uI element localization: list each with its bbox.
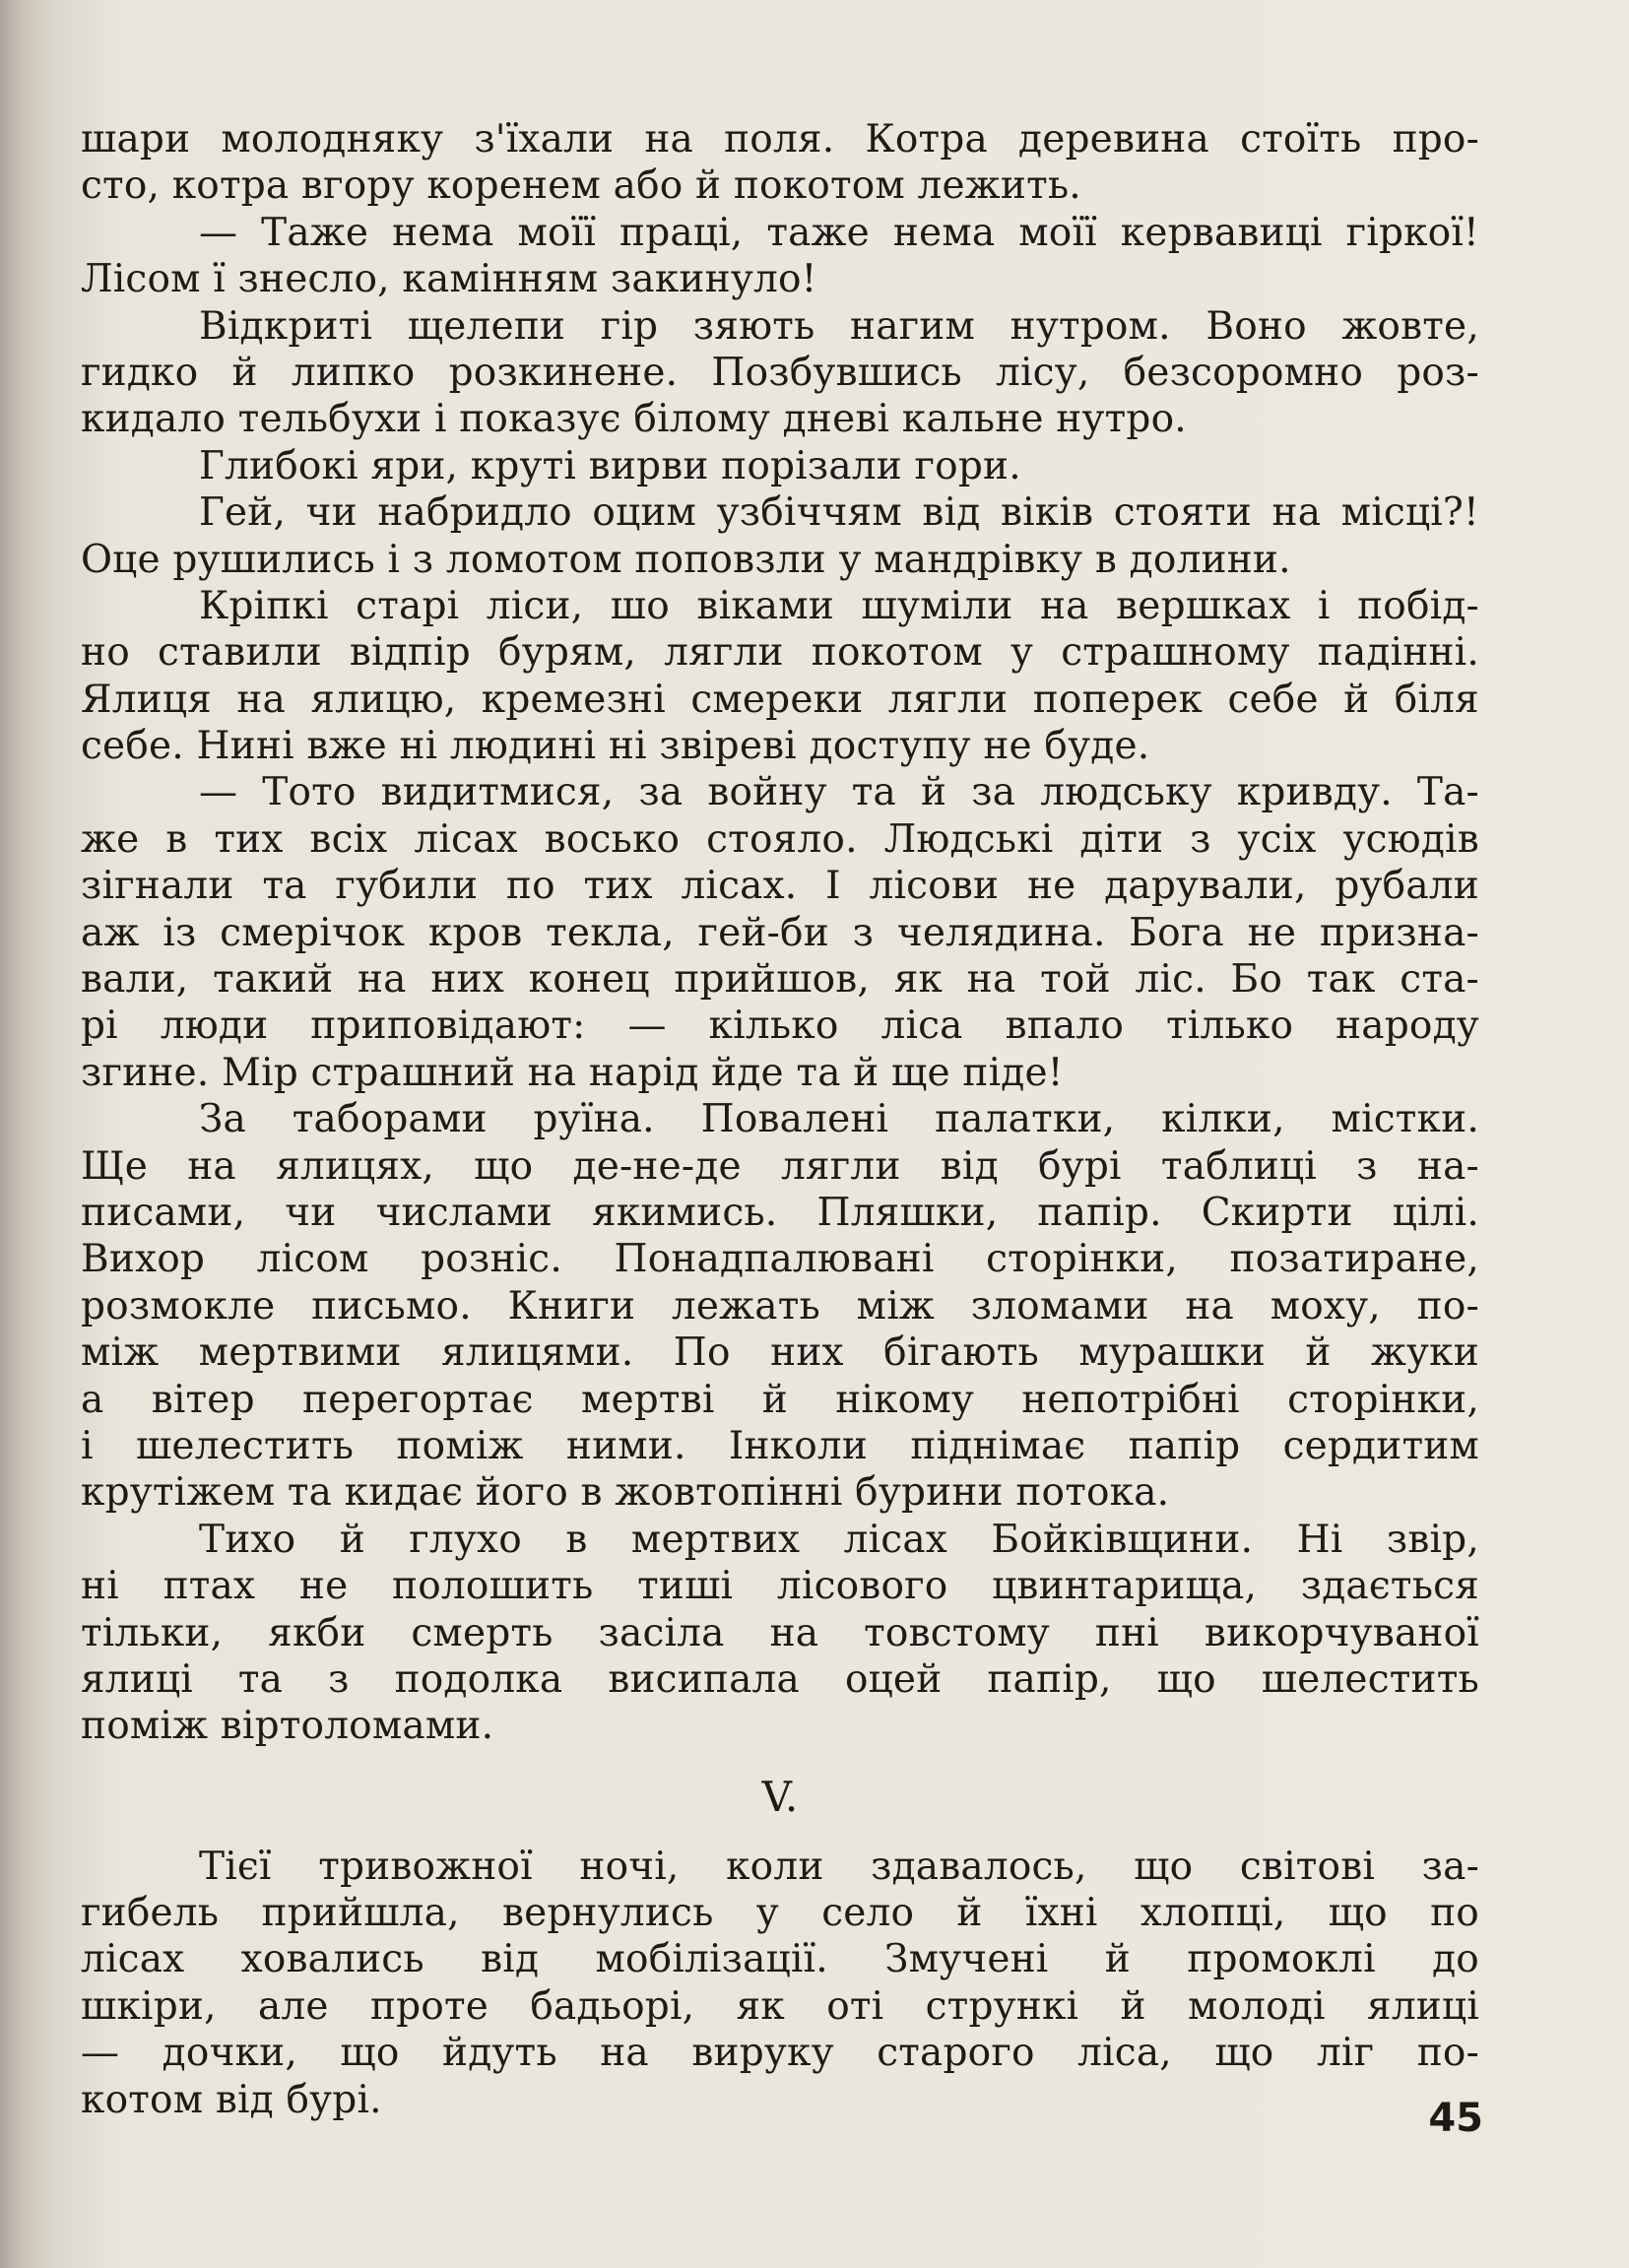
text-line: писами, чи числами якимись. Пляшки, папір. Скирти цілі. bbox=[81, 1190, 1479, 1235]
text-line: і шелестить поміж ними. Інколи піднімає папір сердитим bbox=[81, 1423, 1479, 1468]
text-line: — Таже нема моїї праці, таже нема моїї кервавиці гіркої! bbox=[199, 210, 1479, 255]
text-line: Кріпкі старі ліси, шо віками шуміли на вершках і побід- bbox=[199, 583, 1479, 628]
text-line: Ялиця на ялицю, кремезні смереки лягли поперек себе й біля bbox=[81, 677, 1479, 722]
text-line: гибель прийшла, вернулись у село й їхні хлопці, що по bbox=[81, 1891, 1479, 1936]
text-line: Ще на ялицях, що де-не-де лягли від бурі таблиці з на- bbox=[81, 1143, 1479, 1189]
page-number: 45 bbox=[1428, 2096, 1483, 2141]
text-line: же в тих всіх лісах восько стояло. Людські діти з усіх усюдів bbox=[81, 816, 1479, 862]
text-line: себе. Нині вже ні людині ні звіреві доступу не буде. bbox=[81, 724, 1150, 769]
text-line: шкіри, але проте бадьорі, як оті стрункі й молоді ялиці bbox=[81, 1983, 1479, 2029]
text-line: Вихор лісом розніс. Понадпалювані сторінки, позатиране, bbox=[81, 1237, 1479, 1282]
text-line: шари молодняку з'їхали на поля. Котра деревина стоїть про- bbox=[81, 117, 1479, 162]
text-line: поміж віртоломами. bbox=[81, 1704, 494, 1749]
text-section-part2 bbox=[81, 1844, 1479, 2123]
text-line: Гей, чи набридло оцим узбіччям від віків стояти на місці?! bbox=[199, 490, 1479, 536]
text-line: Оце рушились і з ломотом поповзли у мандрівку в долини. bbox=[81, 537, 1291, 582]
text-line: аж із смерічок кров текла, гей-би з челядина. Бога не призна- bbox=[81, 910, 1479, 955]
text-line: між мертвими ялицями. По них бігають мурашки й жуки bbox=[81, 1330, 1479, 1376]
text-line: — дочки, що йдуть на вируку старого ліса, що ліг по- bbox=[81, 2031, 1479, 2076]
section-heading: V. bbox=[761, 1772, 799, 1821]
text-line: сто, котра вгору коренем або й покотом лежить. bbox=[81, 163, 1081, 209]
text-line: а вітер перегортає мертві й нікому непотрібні сторінки, bbox=[81, 1377, 1479, 1422]
text-line: розмокле письмо. Книги лежать між зломами на моху, по- bbox=[81, 1283, 1479, 1328]
text-line: зігнали та губили по тих лісах. І лісови не дарували, рубали bbox=[81, 864, 1479, 909]
text-line: но ставили відпір бурям, лягли покотом у страшному падінні. bbox=[81, 630, 1479, 676]
text-line: Тихо й глухо в мертвих лісах Бойківщини. Ні звір, bbox=[199, 1517, 1479, 1562]
text-line: крутіжем та кидає його в жовтопінні бурини потока. bbox=[81, 1470, 1170, 1516]
text-line: ялиці та з подолка висипала оцей папір, що шелестить bbox=[81, 1656, 1479, 1702]
text-line: Тієї тривожної ночі, коли здавалось, що світові за- bbox=[199, 1844, 1479, 1889]
text-line: Відкриті щелепи гір зяють нагим нутром. Воно жовте, bbox=[199, 303, 1479, 349]
text-line: гидко й липко розкинене. Позбувшись лісу, безсоромно роз- bbox=[81, 350, 1479, 395]
text-line: рі люди приповідают: — кілько ліса впало тілько народу bbox=[81, 1004, 1479, 1049]
text-section-part1 bbox=[81, 116, 1479, 1750]
text-line: ні птах не полошить тиші лісового цвинтарища, здається bbox=[81, 1564, 1479, 1609]
text-line: Лісом ї знесло, камінням закинуло! bbox=[81, 257, 817, 302]
text-line: вали, такий на них конец прийшов, як на той ліс. Бо так ста- bbox=[81, 957, 1479, 1003]
page-body-text bbox=[81, 116, 1479, 2123]
text-line: тільки, якби смерть засіла на товстому пні викорчуваної bbox=[81, 1610, 1479, 1655]
text-line: За таборами руїна. Повалені палатки, кілки, містки. bbox=[199, 1097, 1479, 1142]
text-line: — Тото видитмися, за войну та й за людську кривду. Та- bbox=[199, 770, 1479, 815]
text-line: Глибокі яри, круті вирви порізали гори. bbox=[199, 443, 1021, 488]
text-line: котом від бурі. bbox=[81, 2077, 382, 2122]
text-line: кидало тельбухи і показує білому дневі кальне нутро. bbox=[81, 397, 1187, 442]
text-line: згине. Мір страшний на нарід йде та й ще піде! bbox=[81, 1050, 1064, 1095]
text-line: лісах ховались від мобілізації. Змучені й промоклі до bbox=[81, 1937, 1479, 1982]
